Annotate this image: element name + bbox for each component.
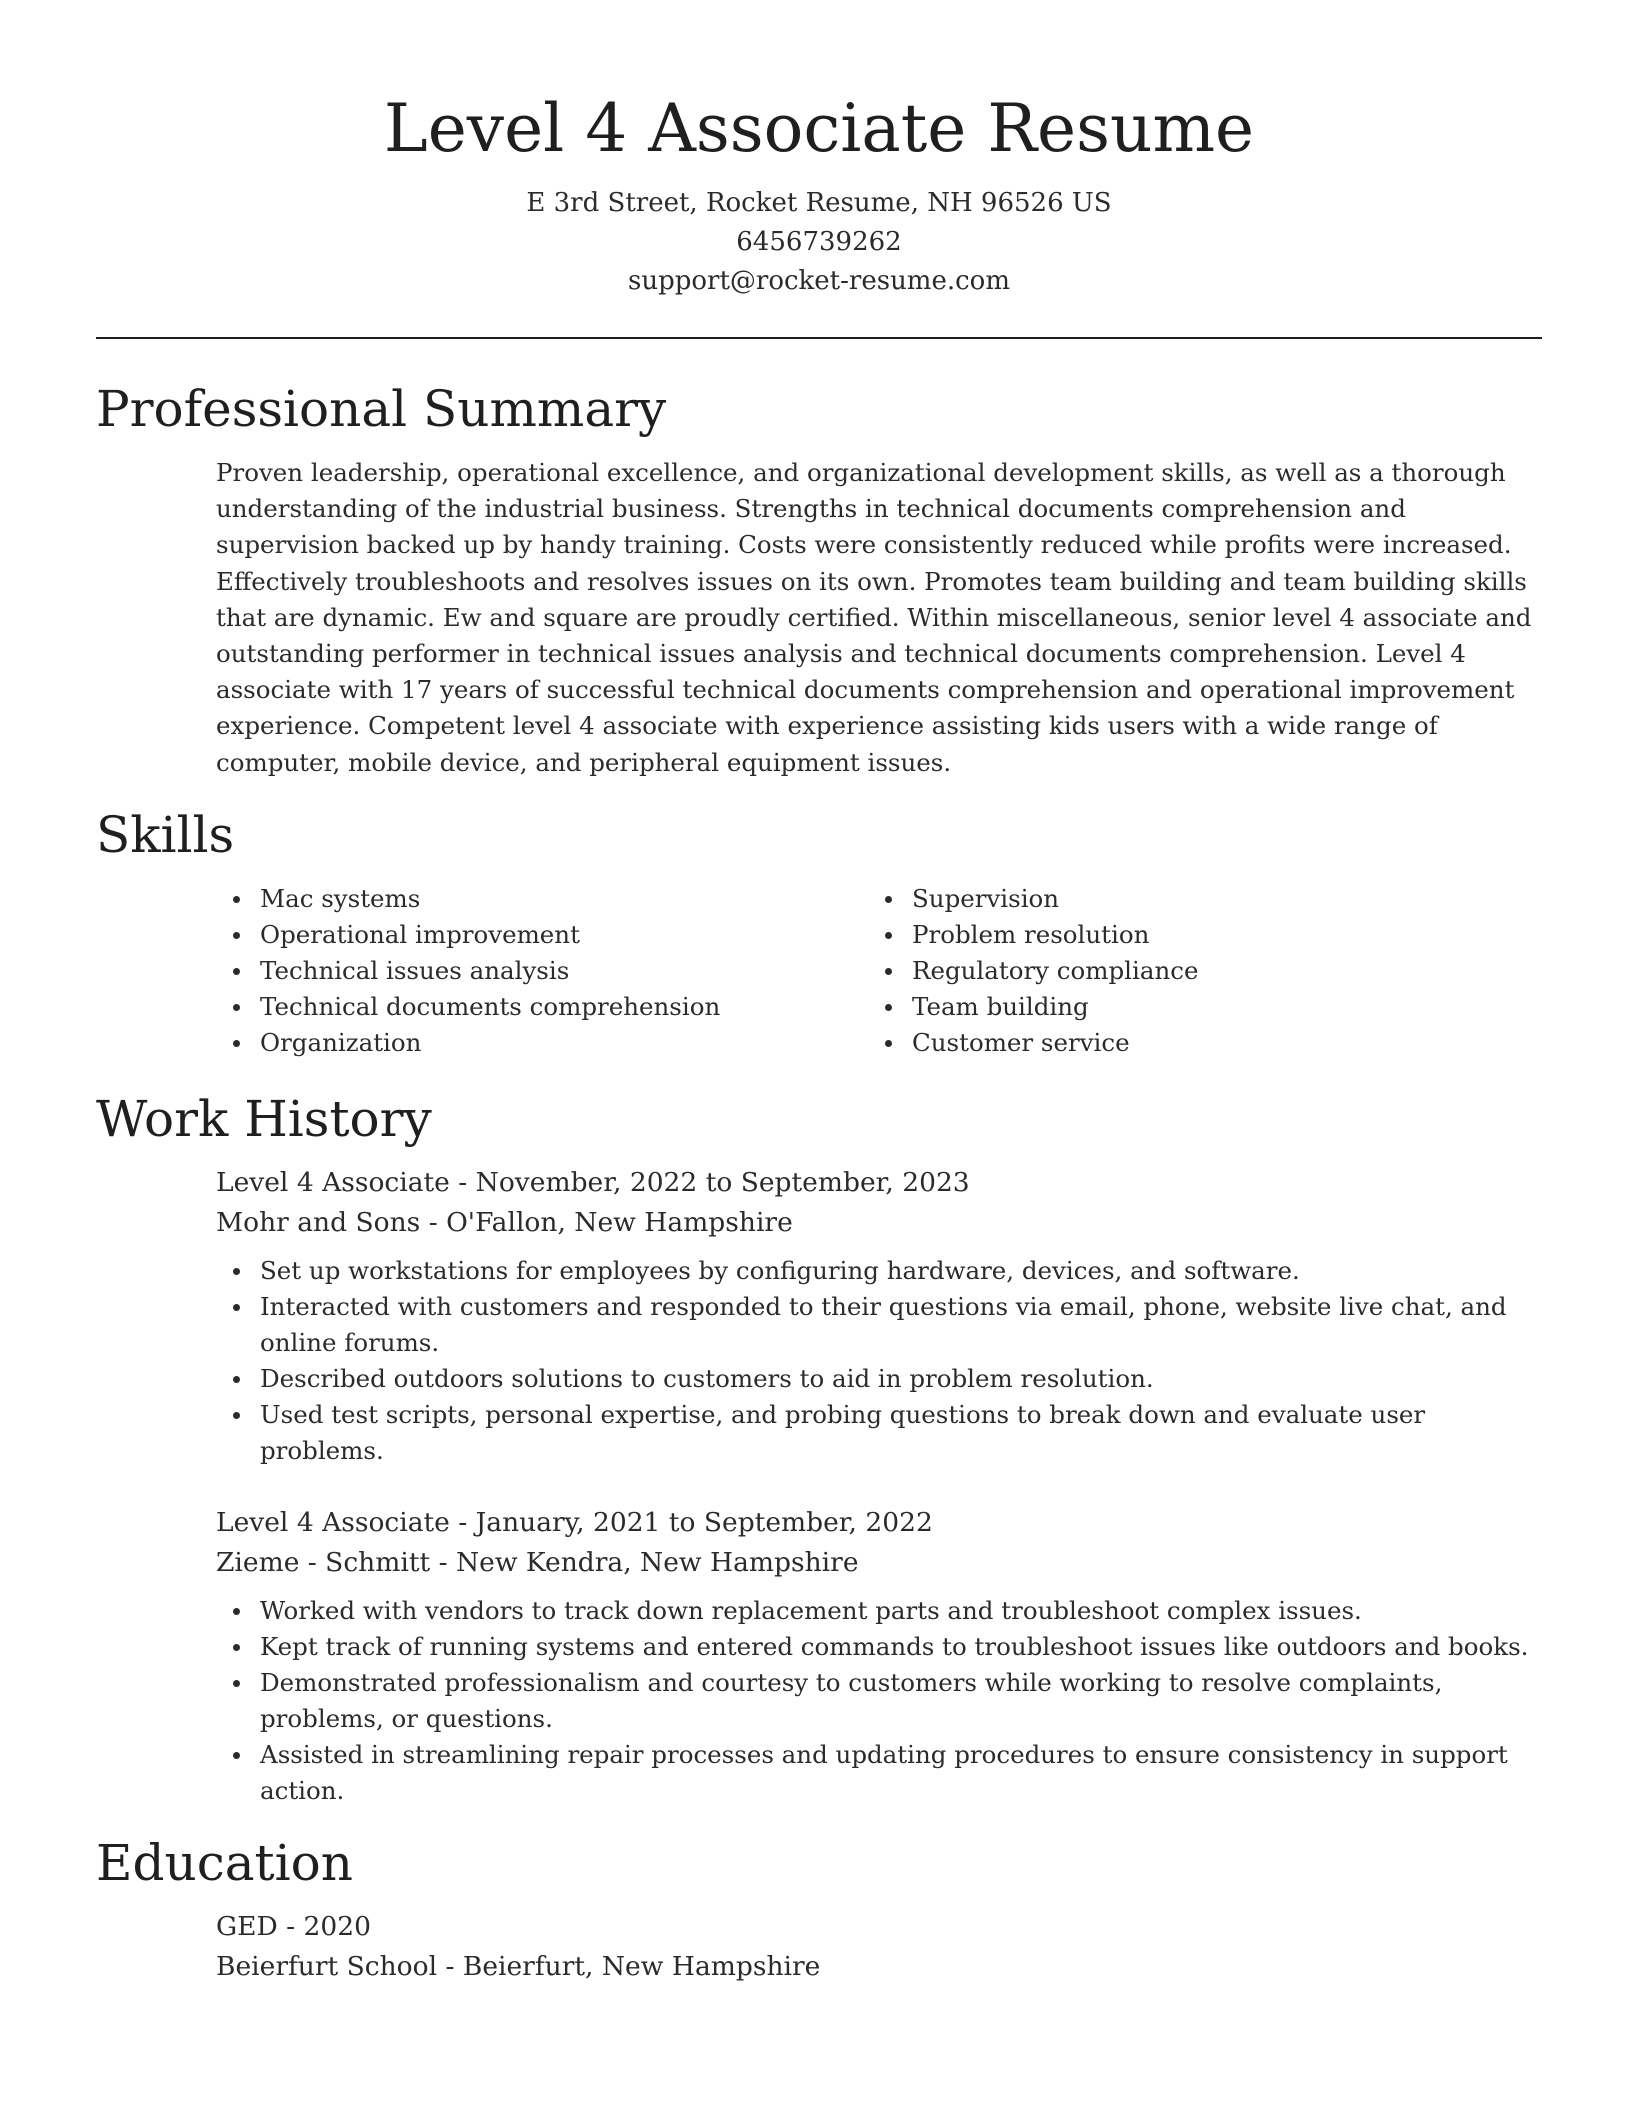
- duty-item: Interacted with customers and responded to their questions via email, phone, website live chat, and online forums.: [260, 1289, 1546, 1361]
- job-title-dates: Level 4 Associate - January, 2021 to September, 2022: [216, 1506, 933, 1538]
- skill-item: Technical documents comprehension: [260, 989, 868, 1025]
- duty-item: Set up workstations for employees by configuring hardware, devices, and software.: [260, 1253, 1546, 1289]
- job-company-location: Zieme - Schmitt - New Kendra, New Hampshire: [216, 1546, 859, 1578]
- skills-section: [96, 803, 1542, 1061]
- skill-item: Regulatory compliance: [912, 953, 1520, 989]
- job-duties: [216, 1593, 1546, 1809]
- degree-year: GED - 2020: [216, 1910, 372, 1942]
- school-location: Beierfurt School - Beierfurt, New Hampshire: [216, 1950, 821, 1982]
- duty-item: Worked with vendors to track down replacement parts and troubleshoot complex issues.: [260, 1593, 1546, 1629]
- job-entry: [216, 1163, 1542, 1469]
- job-entry: [216, 1503, 1542, 1809]
- summary-heading: Professional Summary: [96, 380, 667, 438]
- skills-grid: [216, 881, 1542, 1061]
- resume-page: [96, 0, 1542, 1987]
- duty-item: Assisted in streamlining repair processes and updating procedures to ensure consistency in support action.: [260, 1737, 1546, 1809]
- skills-column-right: [868, 881, 1520, 1061]
- work-history-heading: Work History: [96, 1089, 432, 1148]
- skill-item: Supervision: [912, 881, 1520, 917]
- contact-info: [96, 184, 1542, 301]
- education-heading: Education: [96, 1833, 353, 1892]
- duty-item: Used test scripts, personal expertise, and probing questions to break down and evaluate user problems.: [260, 1397, 1546, 1469]
- summary-section: [96, 377, 1542, 781]
- skill-item: Team building: [912, 989, 1520, 1025]
- address: E 3rd Street, Rocket Resume, NH 96526 US: [526, 188, 1112, 218]
- resume-header: [96, 0, 1542, 301]
- phone-number: 6456739262: [736, 227, 902, 257]
- skill-item: Organization: [260, 1025, 868, 1061]
- skill-item: Technical issues analysis: [260, 953, 868, 989]
- header-divider: [96, 337, 1542, 339]
- summary-text: Proven leadership, operational excellence, and organizational development skills, as well as a thorough understanding of the industrial business. Strengths in technical documents comprehension and supervision backed up by handy training. Costs were consistently reduced while profits were increased. Effectively troubleshoots and resolves issues on its own. Promotes team building and team building skills that are dynamic. Ew and square are proudly certified. Within miscellaneous, senior level 4 associate and outstanding performer in technical issues analysis and technical documents comprehension. Level 4 associate with 17 years of successful technical documents comprehension and operational improvement experience. Competent level 4 associate with experience assisting kids users with a wide range of computer, mobile device, and peripheral equipment issues.: [216, 458, 1532, 777]
- skill-item: Problem resolution: [912, 917, 1520, 953]
- skills-column-left: [216, 881, 868, 1061]
- education-entry: [216, 1907, 1542, 1987]
- skill-item: Customer service: [912, 1025, 1520, 1061]
- job-company-location: Mohr and Sons - O'Fallon, New Hampshire: [216, 1206, 793, 1238]
- education-section: [96, 1831, 1542, 1987]
- duty-item: Demonstrated professionalism and courtesy to customers while working to resolve complaints, problems, or questions.: [260, 1665, 1546, 1737]
- job-duties: [216, 1253, 1546, 1469]
- email-address: support@rocket-resume.com: [627, 266, 1010, 296]
- skill-item: Mac systems: [260, 881, 868, 917]
- work-history-section: [96, 1087, 1542, 1809]
- duty-item: Described outdoors solutions to customers to aid in problem resolution.: [260, 1361, 1546, 1397]
- job-title-dates: Level 4 Associate - November, 2022 to September, 2023: [216, 1166, 970, 1198]
- resume-title: Level 4 Associate Resume: [383, 90, 1255, 167]
- duty-item: Kept track of running systems and entered commands to troubleshoot issues like outdoors and books.: [260, 1629, 1546, 1665]
- skill-item: Operational improvement: [260, 917, 868, 953]
- skills-heading: Skills: [96, 805, 235, 864]
